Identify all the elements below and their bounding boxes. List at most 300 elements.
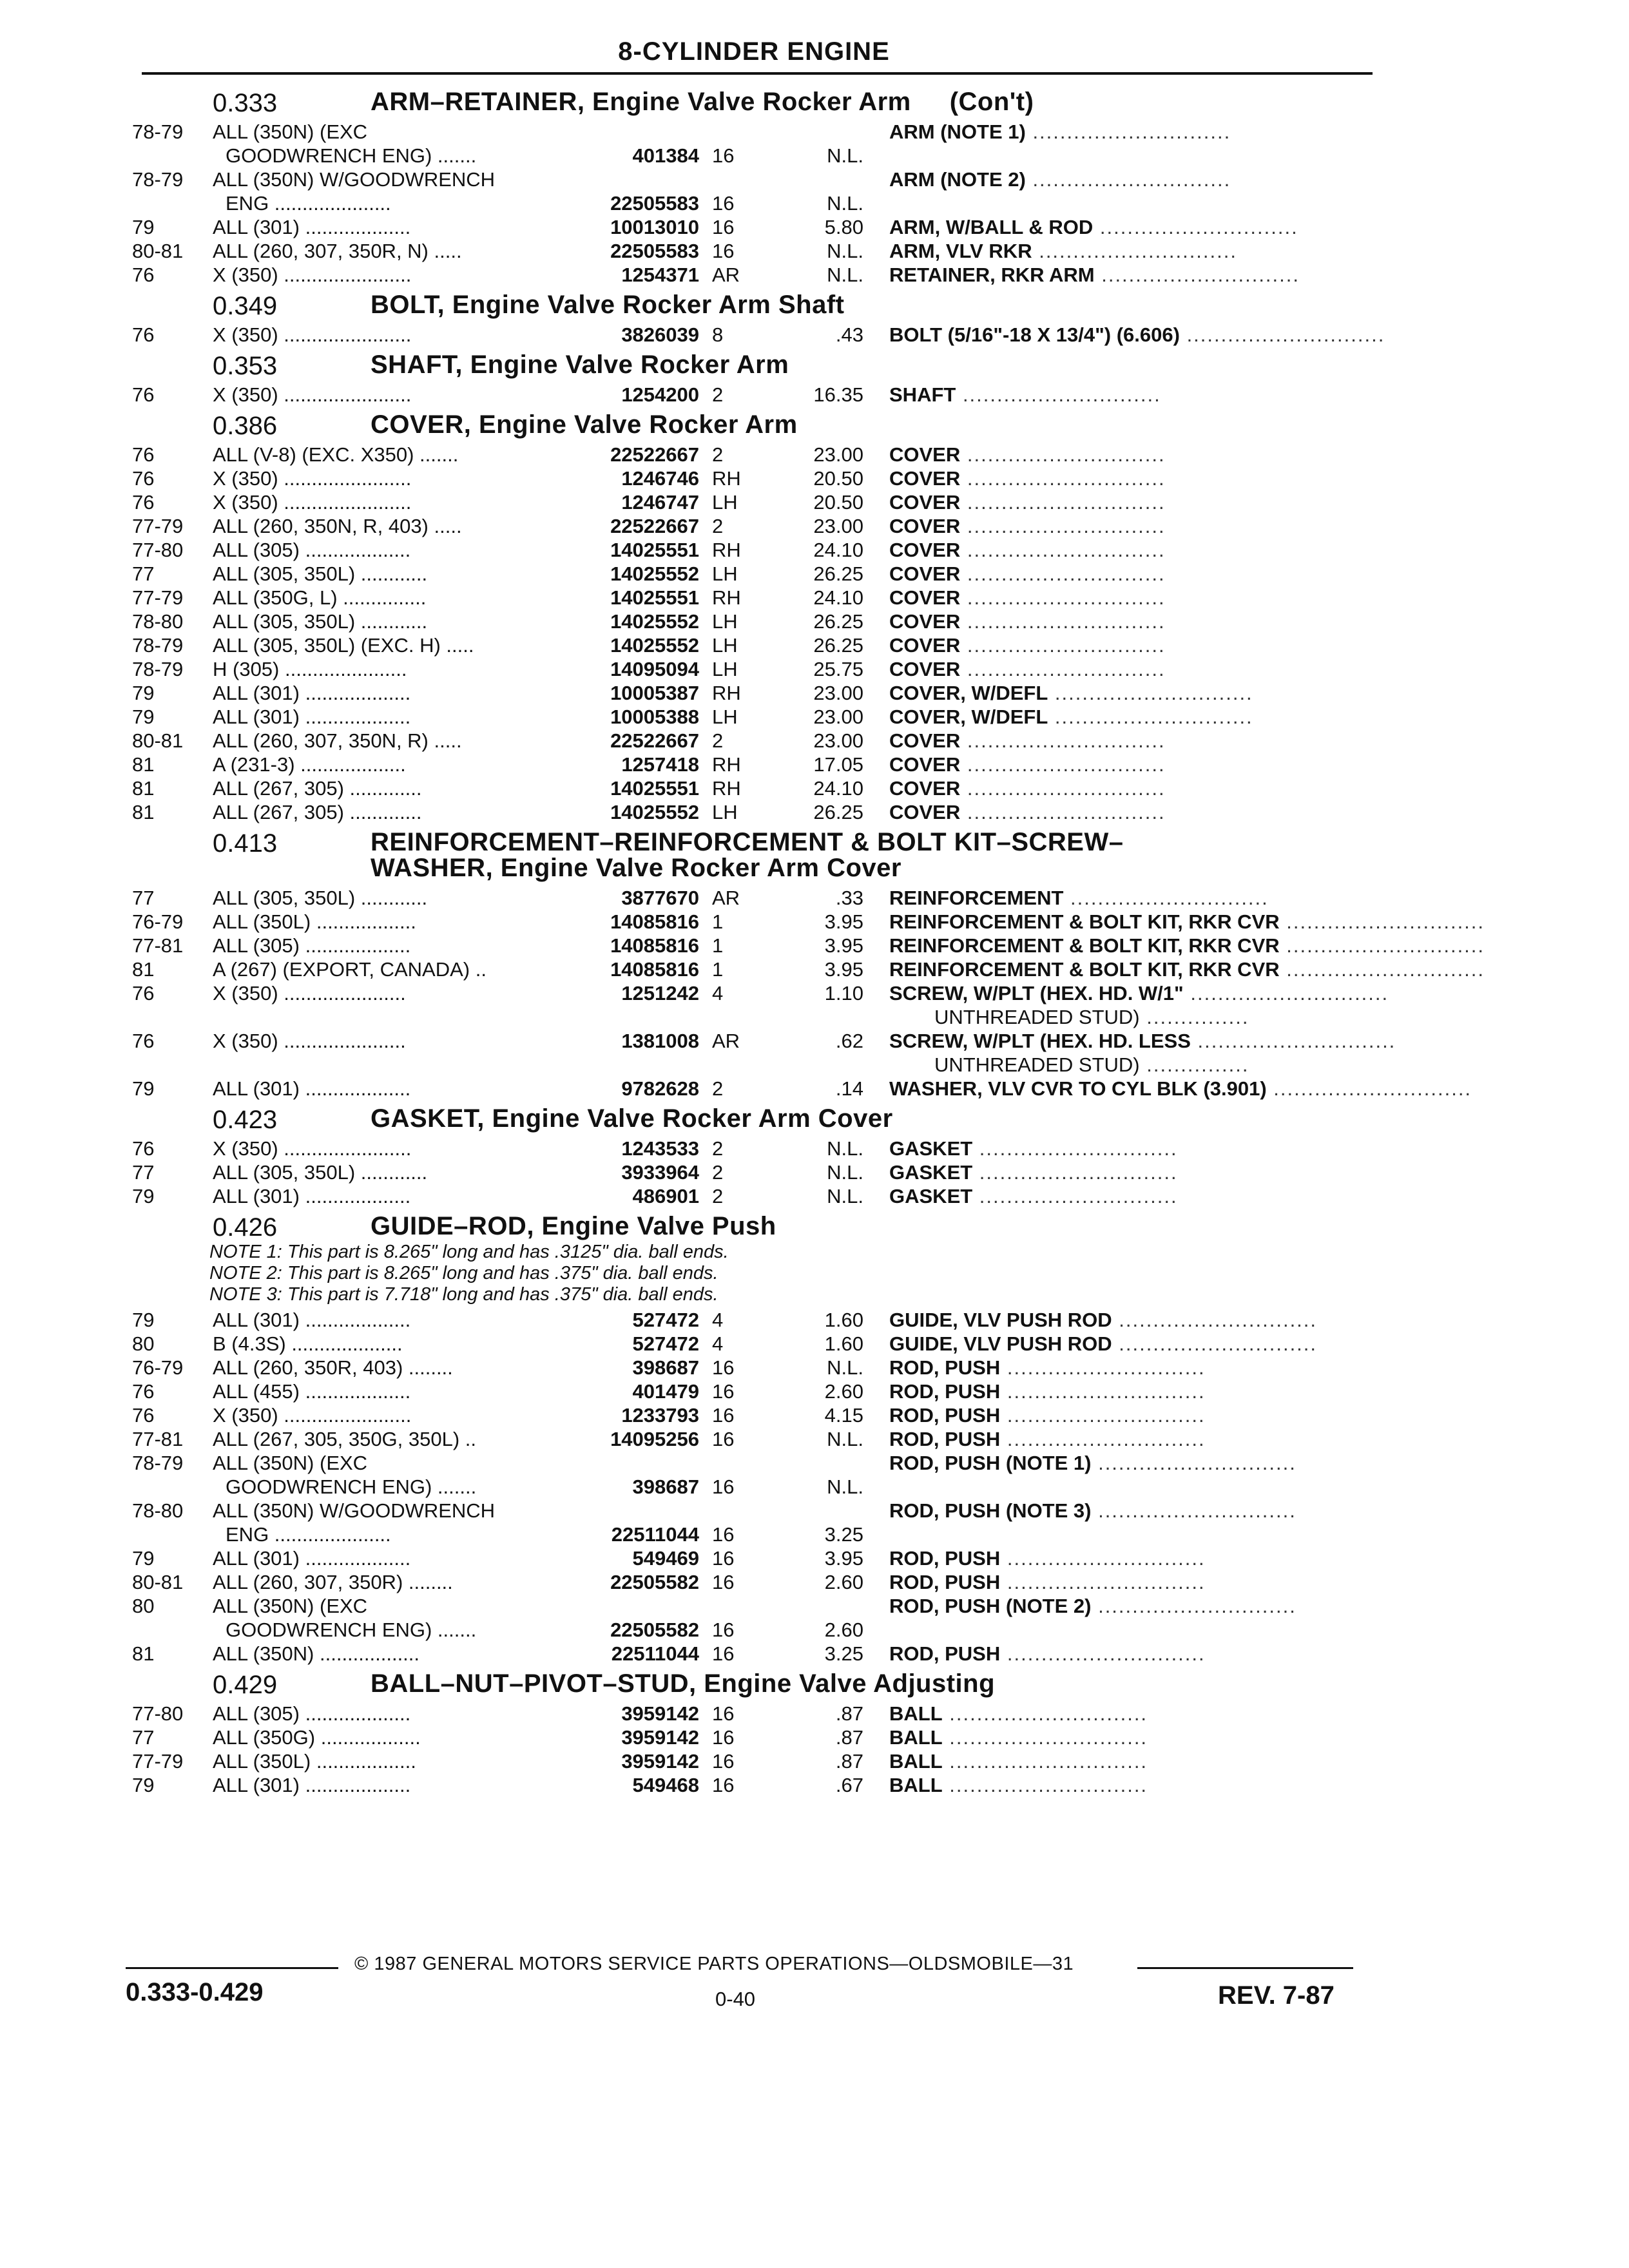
price: N.L. — [827, 192, 863, 215]
model-years: 79 — [132, 1077, 155, 1100]
application-description — [213, 981, 561, 1005]
quantity: LH — [712, 610, 738, 633]
application-line-1: ALL (305, 350L) (EXC. H) ..... — [213, 634, 474, 657]
part-name-text: COVER — [889, 753, 961, 776]
table-row — [0, 1642, 1629, 1666]
part-name — [889, 729, 1366, 753]
part-name-text: ROD, PUSH — [889, 1547, 1001, 1570]
table-row — [0, 934, 1629, 957]
table-row — [0, 729, 1629, 753]
part-number: 22505582 — [610, 1619, 699, 1641]
model-years: 79 — [132, 1185, 155, 1207]
leader-dots: ............................. — [942, 1702, 1148, 1725]
application-line-1: ALL (260, 307, 350R, N) ..... — [213, 240, 462, 262]
application-line-1: ALL (350N) (EXC — [213, 1452, 368, 1474]
part-name-line-1 — [889, 239, 1366, 263]
application-line-1: ALL (305) ................... — [213, 539, 411, 561]
section-number: 0.386 — [213, 412, 278, 440]
part-name-text: COVER — [889, 777, 961, 800]
price: N.L. — [827, 240, 863, 262]
quantity: 2 — [712, 729, 724, 752]
part-number: 14025552 — [610, 634, 699, 657]
application-description — [213, 1332, 561, 1356]
section-title-text: BALL–NUT–PIVOT–STUD, Engine Valve Adjusting — [371, 1669, 996, 1698]
quantity: 4 — [712, 982, 724, 1004]
leader-dots: ............................. — [1000, 1380, 1206, 1403]
table-row — [0, 443, 1629, 466]
leader-dots: ............................. — [1279, 910, 1485, 933]
application-description — [213, 1077, 561, 1100]
leader-dots: ............................. — [1000, 1428, 1206, 1450]
application-description — [213, 1773, 561, 1797]
quantity: LH — [712, 706, 738, 728]
part-name-line-1 — [889, 1749, 1366, 1773]
model-years: 76 — [132, 467, 155, 490]
price: 2.60 — [824, 1571, 863, 1593]
section-title — [371, 292, 1337, 318]
model-years: 76-79 — [132, 1356, 184, 1379]
part-name — [889, 1077, 1472, 1100]
part-name — [889, 934, 1485, 957]
model-years: 81 — [132, 801, 155, 823]
application-description — [213, 1356, 561, 1379]
model-years: 77-81 — [132, 1428, 184, 1450]
application-line-1: ALL (260, 307, 350N, R) ..... — [213, 729, 462, 752]
part-name — [889, 263, 1366, 287]
quantity: 16 — [712, 1523, 735, 1546]
part-name-line-1 — [889, 586, 1366, 610]
table-row — [0, 586, 1629, 610]
part-number: 1233793 — [621, 1404, 699, 1427]
model-years: 78-80 — [132, 1499, 184, 1522]
part-name — [889, 443, 1366, 466]
application-description — [213, 443, 561, 466]
section-title — [371, 352, 1337, 378]
part-name-text: COVER — [889, 443, 961, 466]
quantity: 16 — [712, 1475, 735, 1498]
leader-dots: ............................. — [1112, 1332, 1318, 1355]
part-name-text: COVER, W/DEFL — [889, 682, 1048, 704]
part-number: 14025551 — [610, 586, 699, 609]
section-header — [0, 287, 1629, 323]
price: 24.10 — [813, 586, 863, 609]
application-description — [213, 323, 561, 347]
part-name-text: ROD, PUSH — [889, 1571, 1001, 1593]
section-number: 0.423 — [213, 1106, 278, 1134]
model-years: 80-81 — [132, 1571, 184, 1593]
table-row — [0, 1773, 1629, 1797]
part-name-text: GUIDE, VLV PUSH ROD — [889, 1332, 1112, 1355]
application-description — [213, 1725, 561, 1749]
part-number: 10005387 — [610, 682, 699, 704]
part-name — [889, 1356, 1366, 1379]
quantity: 1 — [712, 934, 724, 957]
quantity: LH — [712, 634, 738, 657]
section-title-text: BOLT, Engine Valve Rocker Arm Shaft — [371, 291, 845, 319]
part-number: 527472 — [632, 1309, 699, 1331]
application-line-1: ALL (305, 350L) ............ — [213, 562, 428, 585]
footer-rule-left — [126, 1967, 338, 1969]
model-years: 76 — [132, 982, 155, 1004]
application-description — [213, 934, 561, 957]
price: N.L. — [827, 1185, 863, 1207]
quantity: 16 — [712, 1726, 735, 1749]
part-name — [889, 1403, 1366, 1427]
leader-dots: ............................. — [956, 383, 1161, 406]
part-name-text: WASHER, VLV CVR TO CYL BLK (3.901) — [889, 1077, 1267, 1100]
part-number: 22522667 — [610, 515, 699, 537]
leader-dots: ............................. — [1091, 1452, 1296, 1474]
application-description — [213, 383, 561, 407]
parts-catalog — [0, 84, 1629, 1797]
part-name-text: COVER — [889, 634, 961, 657]
application-line-1: A (267) (EXPORT, CANADA) .. — [213, 958, 487, 981]
part-name-text: ROD, PUSH — [889, 1380, 1001, 1403]
quantity: RH — [712, 777, 741, 800]
application-line-1: ALL (301) ................... — [213, 1309, 411, 1331]
part-name — [889, 1308, 1366, 1332]
footer-rule-right — [1137, 1967, 1353, 1969]
page-number: 0-40 — [715, 1988, 756, 2010]
leader-dots: ............................. — [972, 1161, 1178, 1184]
table-row — [0, 681, 1629, 705]
part-name-line-1 — [889, 776, 1366, 800]
model-years: 77-79 — [132, 1750, 184, 1773]
application-description — [213, 1702, 561, 1725]
model-years: 79 — [132, 1774, 155, 1796]
revision-label: REV. 7-87 — [1218, 1981, 1335, 2010]
part-name-text: ROD, PUSH — [889, 1404, 1001, 1427]
application-line-1: ALL (260, 307, 350R) ........ — [213, 1571, 453, 1593]
part-name-line-1 — [889, 1137, 1366, 1160]
part-name-text: BALL — [889, 1774, 943, 1796]
part-name — [889, 1451, 1366, 1475]
part-name-line-1 — [889, 1594, 1366, 1618]
leader-dots: ............... — [1139, 1053, 1249, 1076]
model-years: 79 — [132, 216, 155, 238]
table-row — [0, 1308, 1629, 1332]
leader-dots: ............................. — [1093, 216, 1298, 238]
application-description — [213, 466, 561, 490]
quantity: 8 — [712, 323, 724, 346]
part-name-line-1 — [889, 800, 1366, 824]
part-name-text: BALL — [889, 1726, 943, 1749]
application-line-1: ALL (267, 305, 350G, 350L) .. — [213, 1428, 477, 1450]
leader-dots: ............................. — [942, 1750, 1148, 1773]
quantity: 2 — [712, 1137, 724, 1160]
part-name-line-1 — [889, 1499, 1366, 1523]
part-name-line-1 — [889, 490, 1366, 514]
application-line-1: ALL (350N) (EXC — [213, 1595, 368, 1617]
model-years: 76 — [132, 443, 155, 466]
leader-dots: ............................. — [972, 1137, 1178, 1160]
application-line-1: ALL (301) ................... — [213, 1547, 411, 1570]
price: 4.15 — [824, 1404, 863, 1427]
table-row — [0, 1184, 1629, 1208]
leader-dots: ............................. — [1025, 120, 1231, 143]
leader-dots: ............... — [1139, 1006, 1249, 1028]
quantity: LH — [712, 658, 738, 680]
price: .67 — [835, 1774, 863, 1796]
section-header — [0, 407, 1629, 443]
table-row — [0, 800, 1629, 824]
part-name-text: ARM (NOTE 1) — [889, 120, 1026, 143]
section-title — [371, 1213, 1337, 1239]
section-title-text: GUIDE–ROD, Engine Valve Push — [371, 1212, 776, 1240]
part-name — [889, 1725, 1366, 1749]
part-name-text: REINFORCEMENT & BOLT KIT, RKR CVR — [889, 934, 1280, 957]
part-name-line-1 — [889, 1332, 1366, 1356]
application-line-1: H (305) ...................... — [213, 658, 407, 680]
part-name — [889, 538, 1366, 562]
section-title — [371, 1106, 1337, 1131]
model-years: 81 — [132, 1642, 155, 1665]
part-number: 398687 — [632, 1356, 699, 1379]
part-name-line-1 — [889, 729, 1366, 753]
quantity: 16 — [712, 1428, 735, 1450]
part-number: 401479 — [632, 1380, 699, 1403]
part-name-text: ARM, VLV RKR — [889, 240, 1032, 262]
price: 26.25 — [813, 610, 863, 633]
section-title — [371, 89, 1337, 115]
section-title-line-2: WASHER, Engine Valve Rocker Arm Cover — [371, 854, 901, 882]
part-name-text: COVER — [889, 610, 961, 633]
application-line-1: X (350) ....................... — [213, 1137, 412, 1160]
part-name-text: SCREW, W/PLT (HEX. HD. LESS — [889, 1030, 1191, 1052]
application-description — [213, 886, 561, 910]
part-name — [889, 633, 1366, 657]
section-header — [0, 1100, 1629, 1137]
application-description — [213, 1546, 561, 1570]
application-line-1: ALL (350N) W/GOODWRENCH — [213, 1499, 496, 1522]
part-name-text: REINFORCEMENT & BOLT KIT, RKR CVR — [889, 958, 1280, 981]
part-name — [889, 753, 1366, 776]
model-years: 78-79 — [132, 120, 184, 143]
part-number: 14095094 — [610, 658, 699, 680]
leader-dots: ............................. — [942, 1726, 1148, 1749]
part-name-text: COVER — [889, 658, 961, 680]
part-name-line-1 — [889, 514, 1366, 538]
quantity: 16 — [712, 1404, 735, 1427]
leader-dots: ............................. — [1279, 958, 1485, 981]
application-line-1: ALL (301) ................... — [213, 1077, 411, 1100]
price: 5.80 — [824, 216, 863, 238]
quantity: 2 — [712, 383, 724, 406]
application-line-1: ALL (301) ................... — [213, 1185, 411, 1207]
section-title-text: REINFORCEMENT–REINFORCEMENT & BOLT KIT–SCREW– — [371, 828, 1124, 856]
part-name — [889, 1499, 1366, 1523]
leader-dots: ............................. — [960, 491, 1166, 514]
part-name-text: GUIDE, VLV PUSH ROD — [889, 1309, 1112, 1331]
part-name-line-1 — [889, 753, 1366, 776]
table-row — [0, 1749, 1629, 1773]
price: 20.50 — [813, 467, 863, 490]
price: 24.10 — [813, 539, 863, 561]
table-row — [0, 323, 1629, 347]
table-row — [0, 1725, 1629, 1749]
leader-dots: ............................. — [1179, 323, 1385, 346]
part-name — [889, 1379, 1366, 1403]
table-row — [0, 538, 1629, 562]
part-name-line-1 — [889, 1773, 1366, 1797]
model-years: 77 — [132, 887, 155, 909]
application-description — [213, 562, 561, 586]
part-name — [889, 586, 1366, 610]
application-description — [213, 239, 561, 263]
model-years: 78-79 — [132, 658, 184, 680]
model-years: 78-79 — [132, 168, 184, 191]
leader-dots: ............................. — [1266, 1077, 1472, 1100]
application-line-1: X (350) ....................... — [213, 491, 412, 514]
part-name-line-1 — [889, 657, 1366, 681]
application-line-1: ALL (350G) .................. — [213, 1726, 421, 1749]
application-description — [213, 490, 561, 514]
application-description — [213, 586, 561, 610]
leader-dots: ............................. — [1000, 1356, 1206, 1379]
application-line-1: ALL (305, 350L) ............ — [213, 1161, 428, 1184]
application-description — [213, 800, 561, 824]
part-name — [889, 1332, 1366, 1356]
leader-dots: ............................. — [1190, 1030, 1396, 1052]
footer-credit: © 1987 GENERAL MOTORS SERVICE PARTS OPERATIONS—OLDSMOBILE—31 — [354, 1954, 1074, 1974]
leader-dots: ............................. — [960, 562, 1166, 585]
application-line-1: ALL (455) ................... — [213, 1380, 411, 1403]
part-number: 1254200 — [621, 383, 699, 406]
part-name — [889, 1029, 1396, 1077]
part-name-text: COVER — [889, 491, 961, 514]
part-name-line-1 — [889, 1570, 1366, 1594]
note-text: NOTE 1: This part is 8.265" long and has .3125" dia. ball ends. — [209, 1242, 729, 1262]
section-title-text: ARM–RETAINER, Engine Valve Rocker Arm — [371, 88, 911, 116]
application-description — [213, 776, 561, 800]
part-number: 3877670 — [621, 887, 699, 909]
part-number: 14085816 — [610, 910, 699, 933]
application-line-2: ENG ..................... — [226, 1523, 391, 1546]
part-name-text: COVER — [889, 515, 961, 537]
part-name — [889, 1546, 1366, 1570]
part-name — [889, 1642, 1366, 1666]
part-number: 14025552 — [610, 801, 699, 823]
application-line-1: ALL (350N) (EXC — [213, 120, 368, 143]
quantity: 16 — [712, 1750, 735, 1773]
application-line-1: ALL (V-8) (EXC. X350) ....... — [213, 443, 459, 466]
application-line-1: B (4.3S) .................... — [213, 1332, 403, 1355]
section-title — [371, 412, 1337, 437]
section-title — [371, 829, 1337, 881]
part-name-line-1 — [889, 168, 1366, 191]
part-name — [889, 239, 1366, 263]
table-row — [0, 633, 1629, 657]
quantity: 16 — [712, 1356, 735, 1379]
part-name — [889, 657, 1366, 681]
part-name-line-1 — [889, 1546, 1366, 1570]
table-row — [0, 466, 1629, 490]
price: 17.05 — [813, 753, 863, 776]
part-number: 14085816 — [610, 934, 699, 957]
part-name — [889, 323, 1385, 347]
application-line-1: ALL (350N) W/GOODWRENCH — [213, 168, 496, 191]
table-row — [0, 657, 1629, 681]
part-number: 22522667 — [610, 443, 699, 466]
table-row — [0, 514, 1629, 538]
price: N.L. — [827, 1137, 863, 1160]
model-years: 76 — [132, 1137, 155, 1160]
leader-dots: ............................. — [960, 539, 1166, 561]
part-name-line-1 — [889, 1725, 1366, 1749]
application-description — [213, 120, 561, 168]
part-name-line-1 — [889, 120, 1366, 144]
part-name-line-1 — [889, 934, 1485, 957]
model-years: 77-79 — [132, 515, 184, 537]
quantity: 16 — [712, 144, 735, 167]
application-description — [213, 1570, 561, 1594]
price: N.L. — [827, 264, 863, 286]
part-name-text: SHAFT — [889, 383, 956, 406]
application-description — [213, 1160, 561, 1184]
part-number: 1254371 — [621, 264, 699, 286]
leader-dots: ............................. — [960, 777, 1166, 800]
table-row — [0, 1546, 1629, 1570]
quantity: 16 — [712, 192, 735, 215]
part-name-line-1 — [889, 1029, 1396, 1053]
price: 23.00 — [813, 682, 863, 704]
table-row — [0, 383, 1629, 407]
leader-dots: ............................. — [960, 634, 1166, 657]
part-name — [889, 1184, 1366, 1208]
part-name — [889, 1427, 1366, 1451]
footer-range: 0.333-0.429 — [126, 1978, 264, 2006]
part-name-line-1 — [889, 538, 1366, 562]
section-number: 0.429 — [213, 1671, 278, 1699]
section-number: 0.426 — [213, 1213, 278, 1242]
model-years: 77-80 — [132, 539, 184, 561]
table-row — [0, 1403, 1629, 1427]
part-name-text: BALL — [889, 1750, 943, 1773]
table-row — [0, 1332, 1629, 1356]
section-header — [0, 824, 1629, 886]
application-line-1: X (350) ....................... — [213, 1404, 412, 1427]
leader-dots: ............................. — [1279, 934, 1485, 957]
leader-dots: ............................. — [1112, 1309, 1318, 1331]
application-description — [213, 657, 561, 681]
part-name-text: ROD, PUSH (NOTE 1) — [889, 1452, 1092, 1474]
price: 3.25 — [824, 1523, 863, 1546]
part-number: 22505582 — [610, 1571, 699, 1593]
section-header — [0, 1208, 1629, 1244]
part-name-line-1 — [889, 886, 1366, 910]
leader-dots: ............................. — [1091, 1595, 1296, 1617]
quantity: LH — [712, 562, 738, 585]
price: 3.95 — [824, 958, 863, 981]
part-name-line-1 — [889, 910, 1485, 934]
model-years: 81 — [132, 777, 155, 800]
price: .87 — [835, 1702, 863, 1725]
application-description — [213, 1137, 561, 1160]
application-line-2: GOODWRENCH ENG) ....... — [226, 144, 477, 167]
application-description — [213, 168, 561, 215]
application-line-1: ALL (305, 350L) ............ — [213, 610, 428, 633]
part-number: 527472 — [632, 1332, 699, 1355]
part-name-line-1 — [889, 610, 1366, 633]
part-name-line-1 — [889, 1702, 1366, 1725]
part-name-line-1 — [889, 1308, 1366, 1332]
part-number: 14025551 — [610, 539, 699, 561]
part-name-line-1 — [889, 323, 1385, 347]
part-name — [889, 168, 1366, 191]
part-name-line-1 — [889, 383, 1366, 407]
model-years: 79 — [132, 1309, 155, 1331]
part-number: 22511044 — [611, 1523, 699, 1546]
